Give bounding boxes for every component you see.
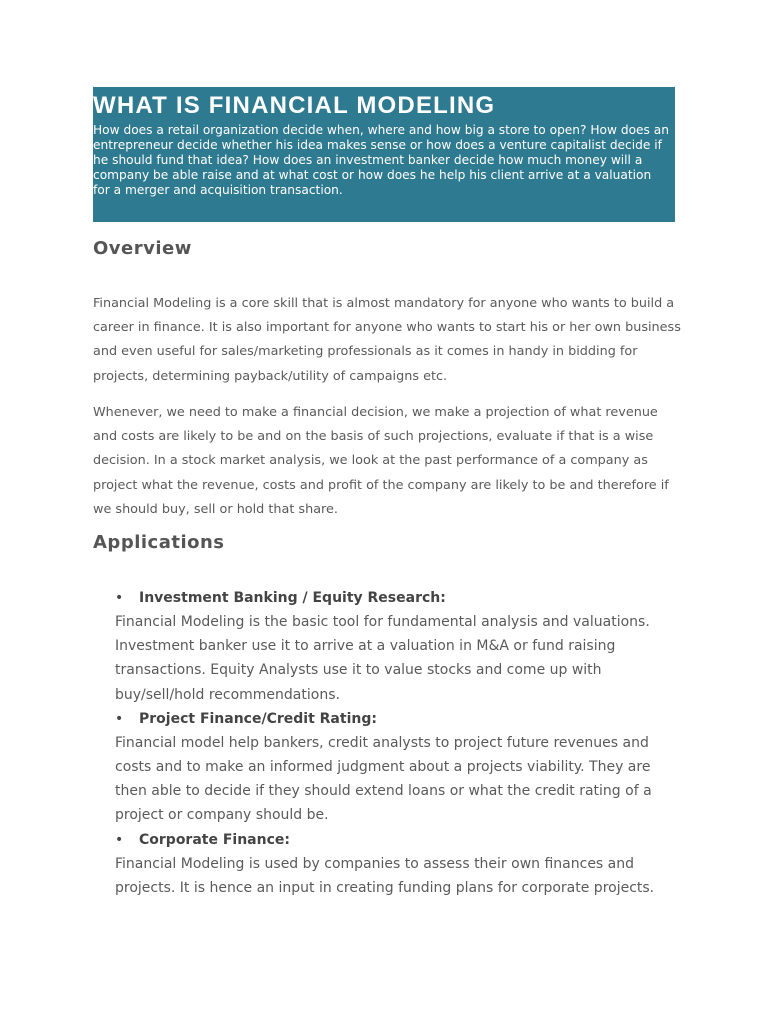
application-title-corporate-finance — [115, 828, 685, 852]
banner-intro-text: How does a retail organization decide when, where and how big a store to open? How does an entrepreneur decide whether his idea makes sense or how does a venture capitalist decide if he should fund that idea? How does an investment banker decide how much money will a company be able raise and at what cost or how does he help his client arrive at a valuation for a merger and acquisition transaction. — [93, 123, 669, 197]
application-label: Corporate Finance: — [139, 831, 290, 848]
overview-heading: Overview — [93, 238, 192, 259]
application-label: Investment Banking / Equity Research: — [139, 590, 446, 606]
list-item — [115, 707, 685, 828]
application-title-investment-banking — [115, 586, 685, 610]
title-banner — [93, 87, 675, 222]
application-title-project-finance — [115, 707, 685, 731]
list-item — [115, 828, 685, 900]
bullet-icon: • — [115, 590, 124, 606]
overview-paragraph-1: Financial Modeling is a core skill that is almost mandatory for anyone who wants to build a career in finance. It is also important for anyone who wants to start his or her own business and even useful for sales/marketing professionals as it comes in handy in bidding for projects, determining payback/utility of campaigns etc. — [93, 296, 681, 384]
applications-list — [115, 586, 685, 900]
list-item — [115, 586, 685, 707]
bullet-icon: • — [115, 710, 124, 727]
application-description: Financial model help bankers, credit analysts to project future revenues and costs and to make an informed judgment about a projects viability. They are then able to decide if they should extend loans or what the credit rating of a project or company should be. — [115, 734, 652, 824]
document-title: WHAT IS FINANCIAL MODELING — [93, 92, 496, 119]
overview-paragraph-2: Whenever, we need to make a financial decision, we make a projection of what revenue and costs are likely to be and on the basis of such projections, evaluate if that is a wise decision. In a stock market analysis, we look at the past performance of a company as project what the revenue, costs and profit of the company are likely to be and therefore if we should buy, sell or hold that share. — [93, 405, 669, 517]
applications-heading: Applications — [93, 532, 225, 553]
application-description: Financial Modeling is used by companies to assess their own finances and projects. It is hence an input in creating funding plans for corporate projects. — [115, 855, 655, 896]
application-label: Project Finance/Credit Rating: — [139, 710, 377, 727]
bullet-icon: • — [115, 831, 124, 848]
application-description: Financial Modeling is the basic tool for fundamental analysis and valuations. Investment banker use it to arrive at a valuation in M&A or fund raising transactions. Equity Analysts use it to value stocks and come up with buy/sell/hold recommendations. — [115, 614, 650, 703]
